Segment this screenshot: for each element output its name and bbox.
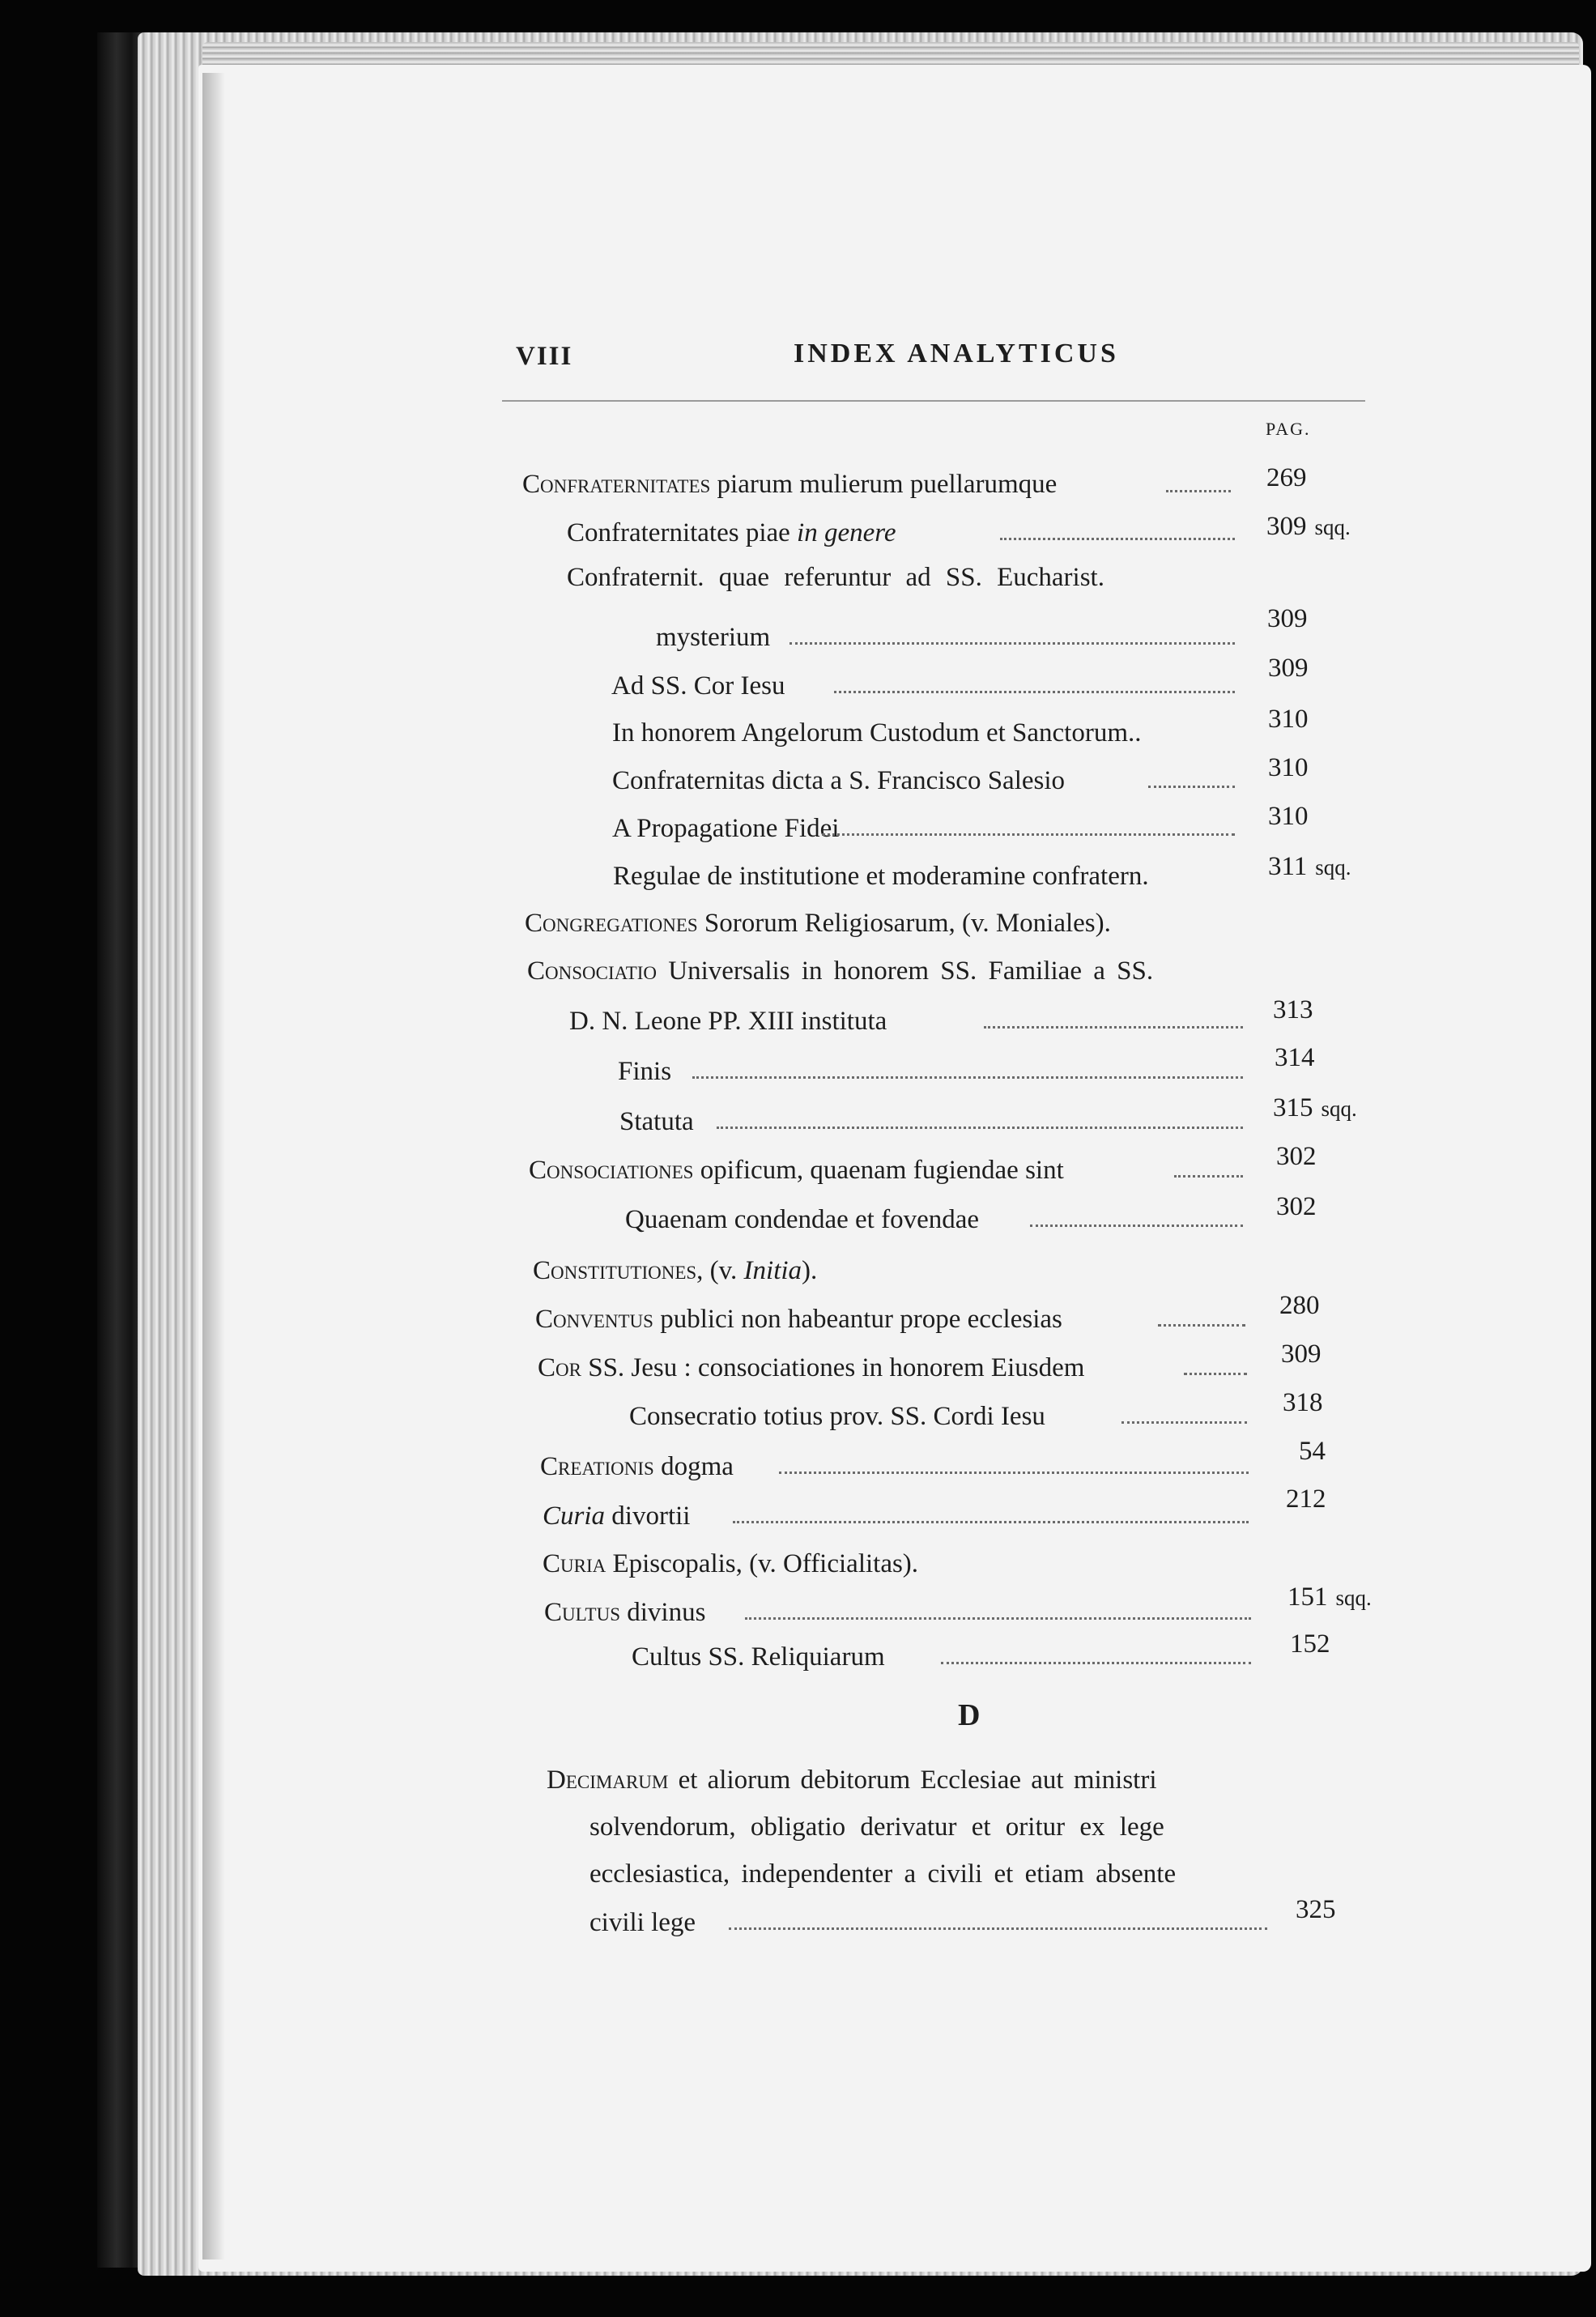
entry-text: publici non habeantur prope ecclesias [660,1305,1062,1334]
index-entry [612,720,1142,747]
entry-page: 302 [1276,1142,1317,1171]
dot-leader [717,1127,1243,1129]
entry-text: Episcopalis, (v. Officialitas). [612,1549,919,1578]
entry-page: 280 [1279,1291,1320,1320]
entry-continuation: civili lege [589,1908,696,1937]
dot-leader [1121,1421,1247,1424]
entry-text: (v. [709,1256,738,1285]
section-letter: D [958,1698,981,1732]
entry-page: 309 [1281,1340,1321,1369]
entry-text: Confraternitas dicta a S. Francisco Salesio [612,766,1066,795]
entry-text: Confraternit. quae referuntur ad SS. Eucharist. [567,563,1104,592]
index-entry [656,624,770,651]
dot-leader [1184,1373,1247,1375]
entry-text: Confraternitates piae [567,518,790,547]
entry-page: 325 [1296,1895,1336,1924]
entry-text: Finis [618,1057,672,1086]
index-entry [611,673,785,700]
dot-leader [1158,1324,1245,1327]
index-entry [625,1207,979,1233]
dot-leader [1148,786,1235,788]
entry-term: Conventus [535,1305,653,1334]
page-column-label: PAG. [1266,419,1311,439]
index-entry [538,1355,1084,1382]
index-entry [613,863,1149,890]
dot-leader [729,1927,1267,1930]
entry-term: Consociationes [529,1156,694,1185]
dot-leader [1166,490,1231,492]
entry-page: 309 sqq. [1266,512,1351,541]
entry-text: A Propagatione Fidei [612,814,840,843]
entry-term: Decimarum [547,1765,669,1795]
index-entry [547,1767,1157,1794]
entry-text: divinus [627,1598,706,1627]
entry-text: Ad SS. Cor Iesu [611,671,785,701]
entry-page: 212 [1286,1484,1326,1514]
index-entry: Constitutiones, (v. Initia). [533,1256,818,1285]
entry-page: 318 [1283,1388,1323,1417]
dot-leader [745,1617,1251,1620]
index-entry [543,1551,918,1578]
index-entry [535,1306,1062,1333]
index-entry [618,1058,671,1085]
entry-term: Curia [543,1549,606,1578]
dot-leader [1030,1225,1243,1227]
dot-leader [834,691,1235,693]
index-entry [632,1644,885,1671]
entry-page: 302 [1276,1192,1317,1221]
entry-page: 269 [1266,463,1307,492]
entry-page: 310 [1268,802,1309,831]
entry-text: divortii [611,1501,691,1531]
entry-italic: Initia [743,1256,802,1285]
index-entry [529,1157,1064,1184]
entry-page: 54 [1299,1437,1326,1466]
entry-page: 152 [1290,1629,1330,1659]
entry-page: 315 sqq. [1273,1093,1357,1122]
entry-continuation: ecclesiastica, independenter a civili et etiam absente [589,1859,1177,1889]
entry-page: 309 [1268,654,1309,683]
entry-page: 313 [1273,995,1313,1024]
entry-text: Statuta [619,1107,694,1136]
dot-leader [779,1472,1249,1474]
entry-page: 310 [1268,705,1309,734]
entry-text: opificum, quaenam fugiendae sint [700,1156,1064,1185]
entry-page: 309 [1267,604,1308,633]
entry-continuation: solvendorum, obligatio derivatur et oritur ex lege [589,1812,1164,1842]
dot-leader [1000,538,1235,540]
entry-text: Universalis in honorem SS. Familiae a SS. [668,956,1154,986]
dot-leader [733,1521,1249,1523]
entry-text: mysterium [656,623,771,652]
entry-term: Constitutiones, [533,1256,704,1285]
folio-number: VIII [516,342,573,371]
entry-text: piarum mulierum puellarumque [717,470,1058,499]
entry-text: Cultus SS. Reliquiarum [632,1642,885,1672]
gutter-shadow [202,73,225,2260]
entry-page: 314 [1275,1043,1315,1072]
entry-text: In honorem Angelorum Custodum et Sanctorum.. [612,718,1142,747]
entry-text: Regulae de institutione et moderamine confratern. [613,862,1149,891]
entry-text: Sororum Religiosarum, (v. Moniales). [704,909,1111,938]
entry-term: Curia [543,1501,606,1531]
entry-term: Cor [538,1353,581,1382]
index-entry [612,768,1065,794]
dot-leader [822,833,1235,836]
entry-term: Cultus [544,1598,621,1627]
entry-page: 310 [1268,753,1309,782]
index-entry [525,910,1111,937]
index-entry [612,816,839,842]
header-rule [502,400,1365,402]
entry-text: et aliorum debitorum Ecclesiae aut ministri [678,1765,1157,1795]
entry-text: SS. Jesu : consociationes in honorem Eiusdem [588,1353,1085,1382]
entry-italic: in genere [797,518,896,547]
entry-text: D. N. Leone PP. XIII instituta [569,1007,887,1036]
dot-leader [984,1026,1243,1029]
index-entry [629,1403,1045,1430]
entry-page: 151 sqq. [1287,1582,1372,1612]
index-entry [567,520,896,547]
index-entry [567,564,1104,591]
dot-leader [789,642,1235,645]
index-entry [619,1109,694,1135]
dot-leader [1174,1175,1243,1178]
entry-term: Creationis [540,1452,654,1481]
entry-text: Consecratio totius prov. SS. Cordi Iesu [629,1402,1045,1431]
index-entry [540,1454,734,1480]
index-entry [522,471,1057,498]
entry-term: Congregationes [525,909,698,938]
dot-leader [941,1662,1251,1664]
entry-term: Consociatio [527,956,658,986]
entry-page: 311 sqq. [1268,852,1351,881]
running-title: INDEX ANALYTICUS [794,339,1119,368]
dot-leader [692,1076,1243,1079]
index-entry [543,1503,690,1530]
index-entry [569,1008,887,1035]
index-entry [544,1599,705,1626]
entry-term: Confraternitates [522,470,711,499]
entry-text: dogma [661,1452,734,1481]
entry-text: Quaenam condendae et fovendae [625,1205,980,1234]
index-entry [527,958,1153,985]
